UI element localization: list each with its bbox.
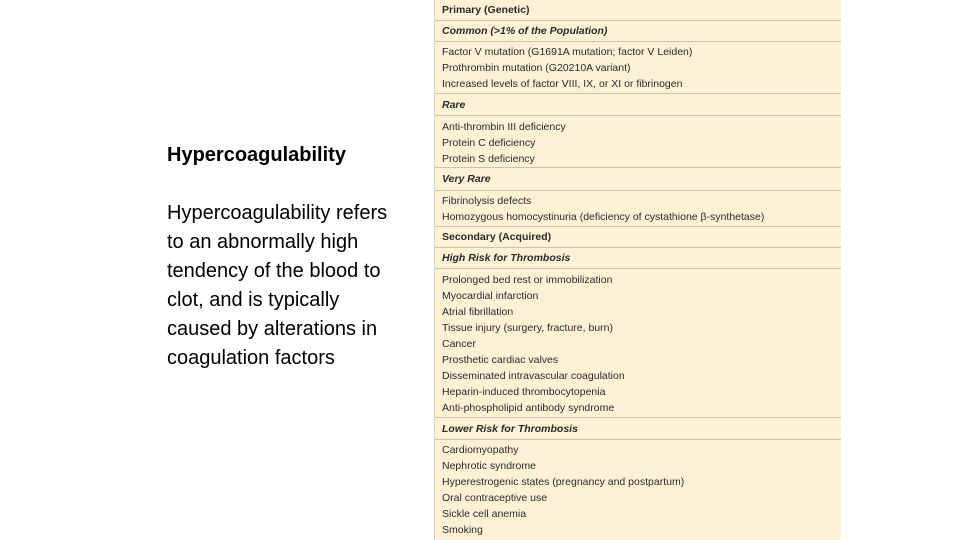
secondary-header: Secondary (Acquired) <box>435 227 841 248</box>
list-item: Smoking <box>442 524 483 536</box>
list-item: Disseminated intravascular coagulation <box>442 370 625 382</box>
list-item: Atrial fibrillation <box>442 306 514 318</box>
hypercoagulable-states-table <box>434 0 841 540</box>
list-item: Cardiomyopathy <box>442 444 519 456</box>
list-item: Hyperestrogenic states (pregnancy and postpartum) <box>442 476 685 488</box>
list-item: Fibrinolysis defects <box>442 195 532 207</box>
list-item: Increased levels of factor VIII, IX, or XI or fibrinogen <box>442 78 683 90</box>
list-item: Prothrombin mutation (G20210A variant) <box>442 62 631 74</box>
list-item: Anti-phospholipid antibody syndrome <box>442 402 615 414</box>
lower-risk-list <box>442 442 841 538</box>
list-item: Anti-thrombin III deficiency <box>442 121 566 133</box>
list-item: Tissue injury (surgery, fracture, burn) <box>442 322 613 334</box>
list-item: Nephrotic syndrome <box>442 460 536 472</box>
list-item: Oral contraceptive use <box>442 492 548 504</box>
list-item: Sickle cell anemia <box>442 508 527 520</box>
list-item: Protein S deficiency <box>442 153 535 165</box>
list-item: Factor V mutation (G1691A mutation; factor V Leiden) <box>442 46 693 58</box>
list-item: Myocardial infarction <box>442 290 539 302</box>
high-risk-subheader: High Risk for Thrombosis <box>435 248 841 269</box>
slide-title: Hypercoagulability <box>167 144 346 166</box>
very-rare-list <box>442 193 841 225</box>
list-item: Heparin-induced thrombocytopenia <box>442 386 606 398</box>
common-subheader: Common (>1% of the Population) <box>435 21 841 42</box>
rare-subheader: Rare <box>435 94 841 116</box>
lower-risk-subheader: Lower Risk for Thrombosis <box>435 418 841 440</box>
very-rare-subheader: Very Rare <box>435 168 841 191</box>
common-list <box>442 44 841 92</box>
list-item: Prosthetic cardiac valves <box>442 354 559 366</box>
rare-list <box>442 119 841 167</box>
list-item: Homozygous homocystinuria (deficiency of cystathione β-synthetase) <box>442 211 765 223</box>
slide-body-text: Hypercoagulability refers to an abnormally high tendency of the blood to clot, and is typically caused by alterations in coagulation factors <box>167 202 388 369</box>
primary-header: Primary (Genetic) <box>435 0 841 21</box>
list-item: Cancer <box>442 338 476 350</box>
list-item: Protein C deficiency <box>442 137 536 149</box>
high-risk-list <box>442 272 841 416</box>
list-item: Prolonged bed rest or immobilization <box>442 274 613 286</box>
